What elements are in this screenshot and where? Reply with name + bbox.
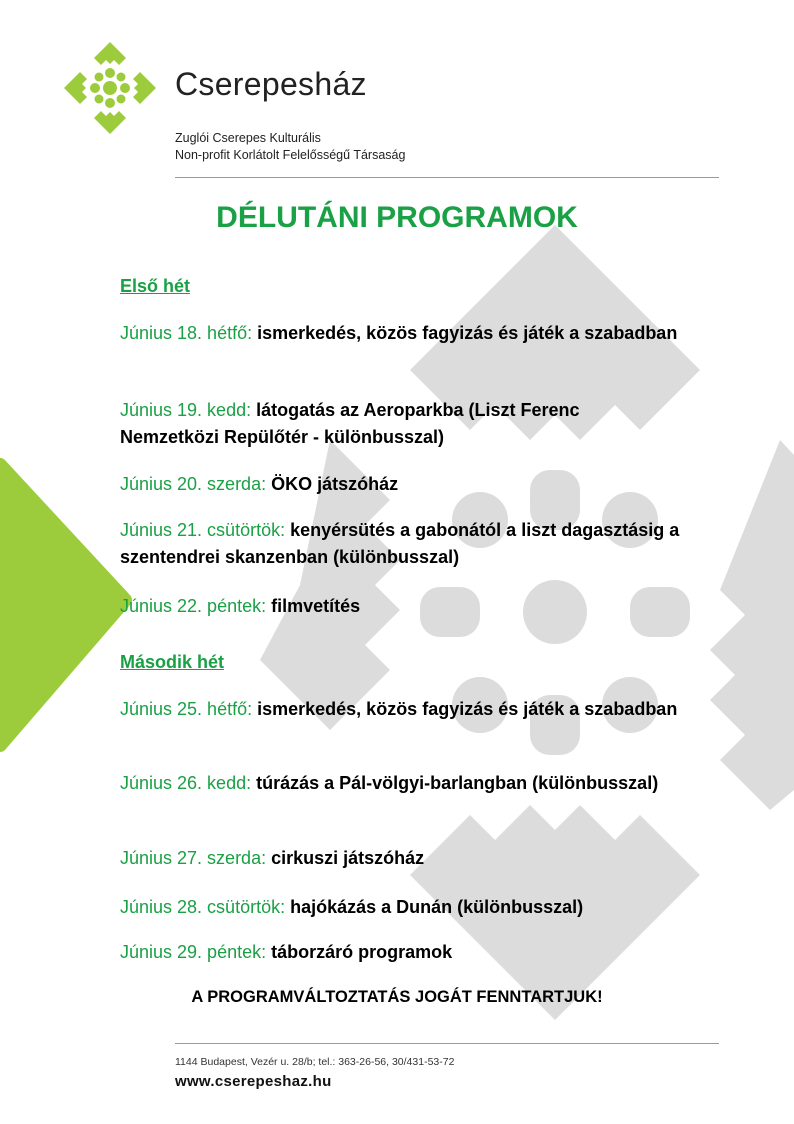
program-item [120,894,680,921]
program-text: hajókázás a Dunán (különbusszal) [290,897,584,917]
program-text: táborzáró programok [271,942,453,962]
organization-name [175,130,405,164]
week-heading-1: Első hét [120,276,191,296]
program-date: Június 20. szerda: [120,474,267,494]
program-text: látogatás az Aeroparkba (Liszt Ferenc Nemzetközi Repülőtér - különbusszal) [120,400,580,447]
program-date: Június 26. kedd: [120,773,252,793]
program-item [120,397,680,451]
program-item [120,593,680,620]
week-heading-2: Második hét [120,652,225,672]
program-item [120,320,680,347]
org-line-1: Zuglói Cserepes Kulturális [175,131,321,145]
program-date: Június 18. hétfő: [120,323,253,343]
program-item [120,517,680,571]
change-notice: A PROGRAMVÁLTOZTATÁS JOGÁT FENNTARTJUK! [191,988,603,1006]
program-text: túrázás a Pál-völgyi-barlangban (különbusszal) [256,773,659,793]
program-text: filmvetítés [271,596,361,616]
program-date: Június 21. csütörtök: [120,520,286,540]
program-date: Június 19. kedd: [120,400,252,420]
program-date: Június 25. hétfő: [120,699,253,719]
brand-name: Cserepesház [175,66,367,102]
program-item [120,770,680,797]
program-text: ÖKO játszóház [271,474,399,494]
program-item [120,471,680,498]
program-item [120,696,680,723]
program-item [120,939,680,966]
footer-address: 1144 Budapest, Vezér u. 28/b; tel.: 363-26-56, 30/431-53-72 [175,1056,455,1068]
org-line-2: Non-profit Korlátolt Felelősségű Társaság [175,148,406,162]
program-item [120,845,680,872]
program-text: kenyérsütés a gabonától a liszt dagasztásig a szentendrei skanzenban (különbusszal) [120,520,680,567]
page-title: DÉLUTÁNI PROGRAMOK [216,201,578,234]
program-text: cirkuszi játszóház [271,848,425,868]
footer-divider [175,1043,719,1044]
program-date: Június 29. péntek: [120,942,267,962]
program-text: ismerkedés, közös fagyizás és játék a szabadban [257,323,678,343]
program-date: Június 27. szerda: [120,848,267,868]
program-date: Június 28. csütörtök: [120,897,286,917]
header-divider [175,177,719,178]
cserepeshaz-logo [64,42,156,134]
program-date: Június 22. péntek: [120,596,267,616]
green-side-shape [0,465,125,745]
footer-website: www.cserepeshaz.hu [175,1073,332,1090]
program-text: ismerkedés, közös fagyizás és játék a szabadban [257,699,678,719]
